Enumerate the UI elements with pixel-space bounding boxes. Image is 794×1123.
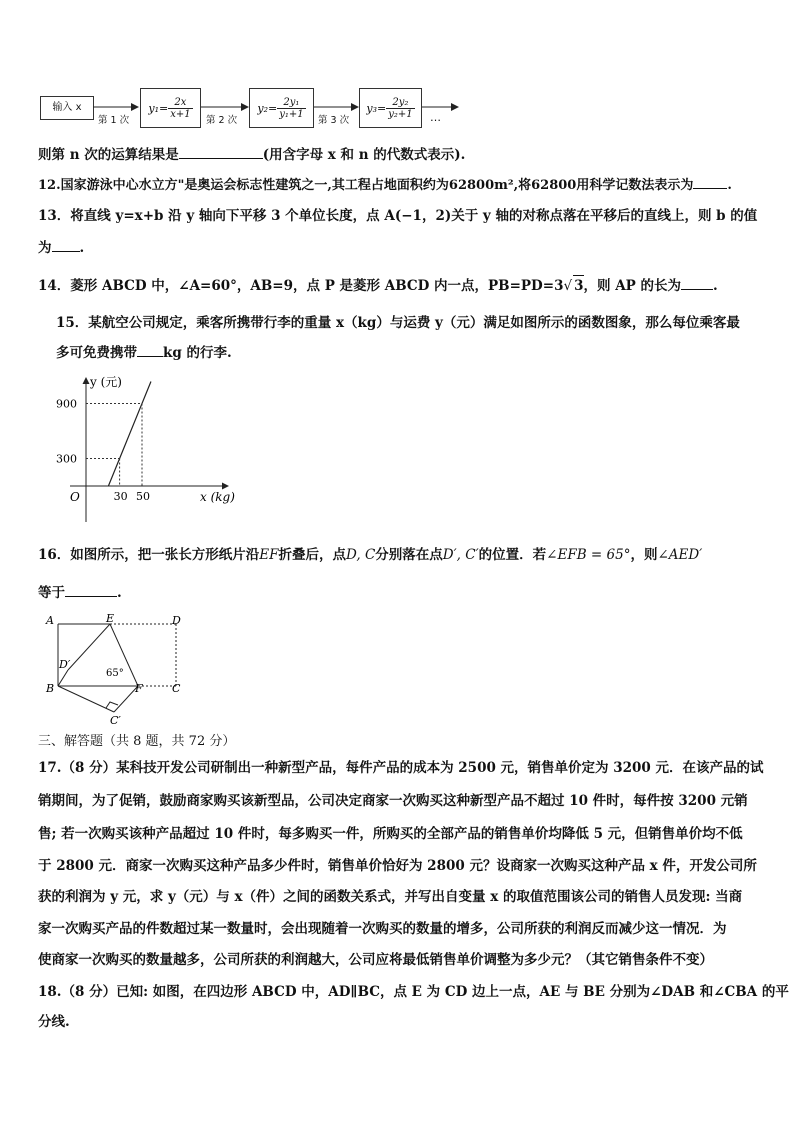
origin-label: O xyxy=(70,490,80,504)
formula-1-lhs: y₁= xyxy=(148,101,169,115)
formula-box-3 xyxy=(359,88,422,128)
formula-3-lhs: y₃= xyxy=(366,101,387,115)
q16-line2-post: . xyxy=(117,585,122,601)
series-line xyxy=(108,381,151,486)
q16-pre: 16．如图所示，把一张长方形纸片沿 xyxy=(38,547,260,563)
q16-aed: ∠AED′ xyxy=(657,547,703,563)
step-3-label: 第 3 次 xyxy=(318,115,350,126)
formula-3-den: y₂+1 xyxy=(388,108,413,120)
q16-post: ，则 xyxy=(630,547,658,563)
formula-2-den: y₁+1 xyxy=(279,108,304,120)
q16-mid: 折叠后，点 xyxy=(278,547,347,563)
y-axis-label: y (元) xyxy=(90,375,122,389)
q11-line xyxy=(38,145,465,165)
q16-blank xyxy=(65,596,117,597)
formula-box-1 xyxy=(140,88,201,128)
fold-label-f: F xyxy=(135,682,143,695)
fold-label-c: C xyxy=(172,682,181,695)
q16-mid2: 分别落在点 xyxy=(375,547,443,563)
q11-pre: 则第 n 次的运算结果是 xyxy=(38,147,179,163)
q12-post: . xyxy=(727,178,732,193)
q14-pre: 14．菱形 ABCD 中，∠A=60°，AB=9，点 P 是菱形 ABCD 内一点，PB=PD=3 xyxy=(38,278,564,294)
q16-dc: D, C xyxy=(346,547,376,563)
q15-line-2 xyxy=(56,343,232,363)
formula-1-num: 2x xyxy=(168,97,192,109)
fold-label-c-prime: C′ xyxy=(110,714,121,727)
q14-sqrt: 3 xyxy=(573,275,583,296)
q16-angle: ∠EFB = 65° xyxy=(546,547,631,563)
fold-label-d: D xyxy=(172,614,181,627)
q13-line-2 xyxy=(38,238,84,258)
q17-line: 售; 若一次购买该种产品超过 10 件时，每多购买一件，所购买的全部产品的销售单价均降低 5 元，但销售单价均不低 xyxy=(38,826,743,842)
q14-post: . xyxy=(713,278,718,294)
formula-2-lhs: y₂= xyxy=(257,101,278,115)
formula-2-num: 2y₁ xyxy=(277,97,305,109)
q18-line: 18.（8 分）已知: 如图，在四边形 ABCD 中，AD∥BC，点 E 为 CD 边上一点，AE 与 BE 分别为∠DAB 和∠CBA 的平 xyxy=(38,984,789,1000)
q17-line: 家一次购买产品的件数超过某一数量时，会出现随着一次购买的数量的增多，公司所获的利润反而减少这一情况．为 xyxy=(38,921,727,937)
q11-post: (用含字母 x 和 n 的代数式表示). xyxy=(262,147,466,163)
flow-ellipsis: … xyxy=(430,111,441,124)
fold-label-e: E xyxy=(106,612,115,625)
q16-line2-pre: 等于 xyxy=(38,585,65,601)
q16-ef: EF xyxy=(259,547,279,563)
step-2-label: 第 2 次 xyxy=(206,115,238,126)
x-tick-label: 30 xyxy=(113,490,128,503)
fold-label-a: A xyxy=(46,614,54,627)
y-tick-label: 300 xyxy=(56,452,77,466)
q12-blank xyxy=(693,188,727,189)
fold-label-d-prime: D′ xyxy=(59,658,71,671)
q17-line: 销期间，为了促销，鼓励商家购买该新型品，公司决定商家一次购买这种新型产品不超过 10 件时，每件按 3200 元销 xyxy=(38,793,748,809)
q14-blank xyxy=(681,289,713,290)
q17-line: 17.（8 分）某科技开发公司研制出一种新型产品，每件产品的成本为 2500 元，销售单价定为 3200 元．在该产品的试 xyxy=(38,760,764,776)
fold-figure xyxy=(40,610,200,730)
q12-text: 12.国家游泳中心水立方"是奥运会标志性建筑之一,其工程占地面积约为62800m²,将62800用科学记数法表示为 xyxy=(38,178,694,193)
q13-line2-post: . xyxy=(79,240,85,256)
fold-label-b: B xyxy=(46,682,55,695)
q14-line: 14．菱形 ABCD 中，∠A=60°，AB=9，点 P 是菱形 ABCD 内一点，PB=PD=3√ 3，则 AP 的长为 . xyxy=(38,275,718,296)
q15-chart xyxy=(50,370,240,530)
q13-line2-pre: 为 xyxy=(38,240,52,256)
q17-line: 使商家一次购买的数量越多，公司所获的利润越大，公司应将最低销售单价调整为多少元？（其它销售条件不变） xyxy=(38,952,713,968)
q16-line-1 xyxy=(38,545,702,565)
input-box: 输入 x xyxy=(40,96,94,120)
q15-line2-post: kg 的行李. xyxy=(163,345,232,361)
formula-3-num: 2y₂ xyxy=(386,97,414,109)
formula-1-den: x+1 xyxy=(170,108,191,120)
q13-line-1: 13．将直线 y=x+b 沿 y 轴向下平移 3 个单位长度，点 A(−1，2)关于 y 轴的对称点落在平移后的直线上，则 b 的值 xyxy=(38,208,758,224)
q16-line-2 xyxy=(38,583,122,603)
q12-line xyxy=(38,176,732,196)
y-tick-label: 900 xyxy=(56,397,77,411)
step-1-label: 第 1 次 xyxy=(98,115,130,126)
x-axis-label: x (kg) xyxy=(200,490,235,504)
q15-line2-pre: 多可免费携带 xyxy=(56,345,137,361)
section-3-heading: 三、解答题（共 8 题，共 72 分） xyxy=(38,734,236,749)
q13-blank xyxy=(52,251,80,252)
q16-mid3: 的位置．若 xyxy=(478,547,547,563)
formula-box-2 xyxy=(249,88,314,128)
q18-line: 分线. xyxy=(38,1014,70,1030)
q15-blank xyxy=(137,356,163,357)
fold-angle-label: 65° xyxy=(106,668,124,679)
q16-dc2: D′, C′ xyxy=(442,547,479,563)
q14-mid: ，则 AP 的长为 xyxy=(583,278,682,294)
x-tick-label: 50 xyxy=(136,490,150,503)
q11-blank xyxy=(179,158,263,159)
q15-line-1: 15．某航空公司规定，乘客所携带行李的重量 x（kg）与运费 y（元）满足如图所示的函数图象，那么每位乘客最 xyxy=(56,315,740,331)
q17-line: 获的利润为 y 元，求 y（元）与 x（件）之间的函数关系式，并写出自变量 x 的取值范围该公司的销售人员发现: 当商 xyxy=(38,889,743,905)
q17-line: 于 2800 元．商家一次购买这种产品多少件时，销售单价恰好为 2800 元？设商家一次购买这种产品 x 件，开发公司所 xyxy=(38,858,757,874)
